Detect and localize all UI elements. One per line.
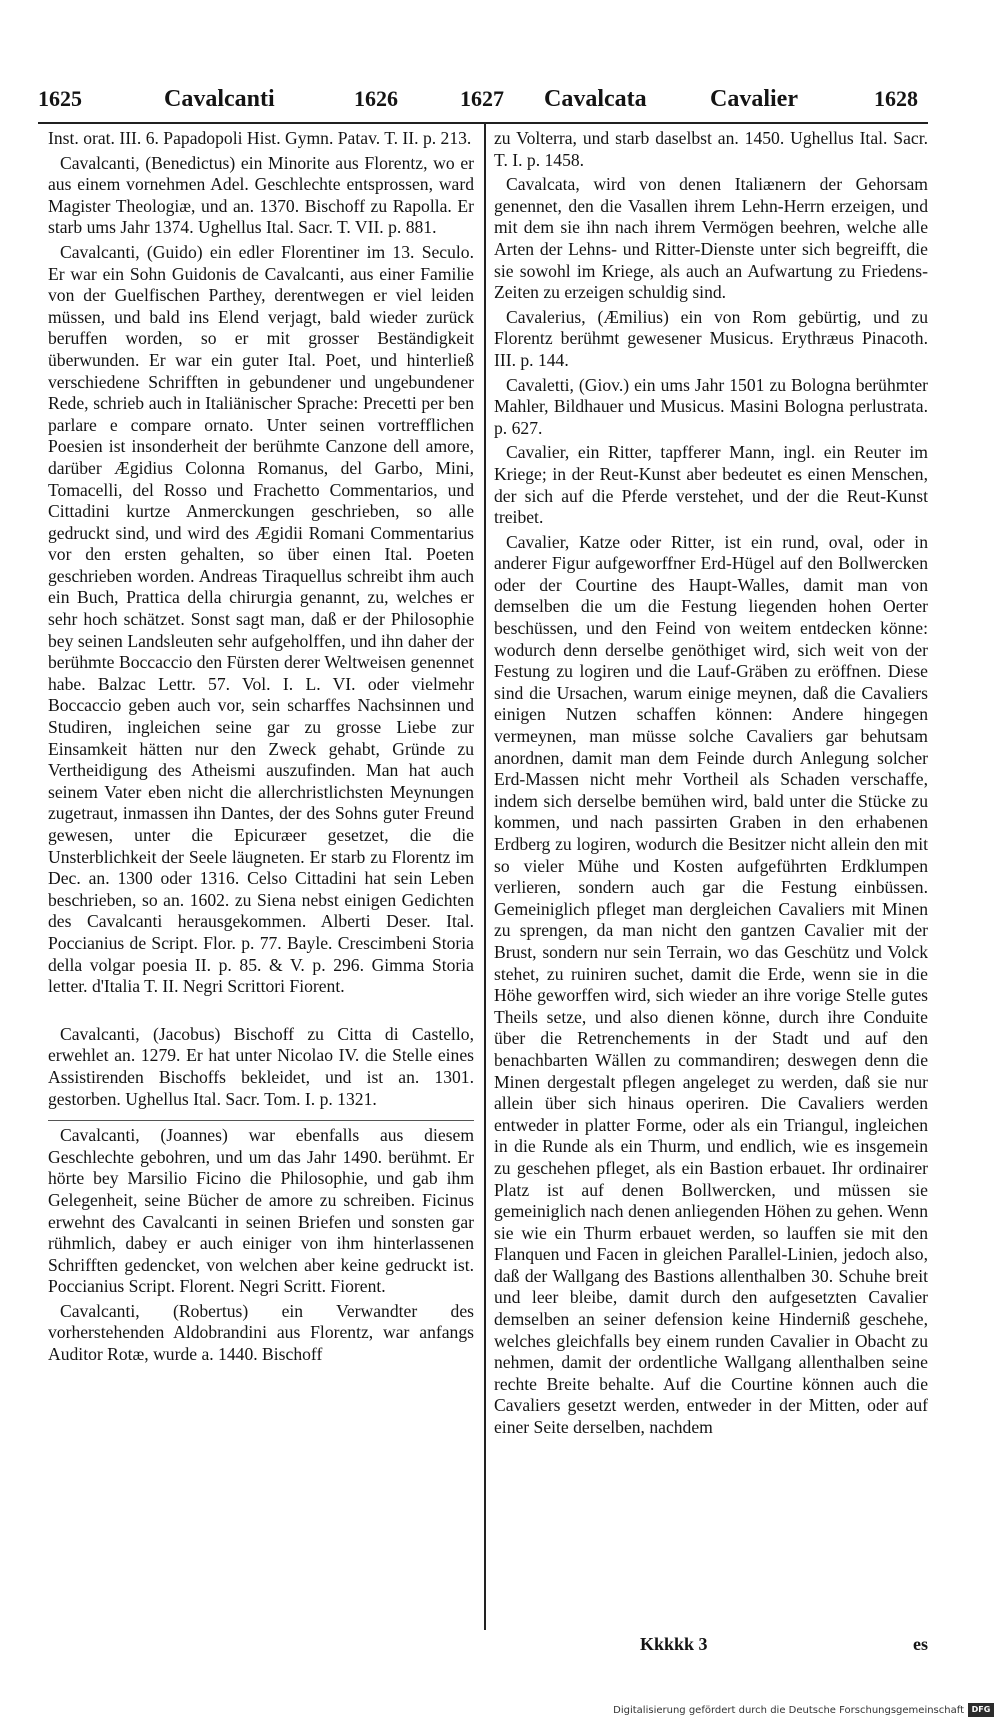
entry-cavalier-fortification: Cavalier, Katze oder Ritter, ist ein rund, oval, oder in anderer Figur aufgeworffner Erd-Hügel auf den Bollwercken oder der Courtine des Haupt-Walles, damit man von demselben die um die Festung liegenden hohen Oerter beschüssen, und den Feind von weitem entdecken könne: wodurch denn derselbe genöthiget wird, sich weit von der Festung zu logiren und die Lauf-Gräben zu eröffnen. Diese sind die Ursachen, warum einige meynen, daß die Cavaliers einigen Nutzen schaffen können: Andere hingegen vermeynen, man müsse solche Cavaliers gar behutsam anordnen, damit man dem Feinde durch Anlegung solcher Erd-Massen nicht mehr Vortheil als Schaden verschaffe, indem sich derselbe bemühen wird, bald unter die Stücke zu kommen, und nach passirten Graben in den erhabenen Erdberg zu logiren, wodurch die Besitzer nicht allein den mit so vieler Mühe und Kosten aufgeführten Erdklumpen verlieren, sondern auch gar die Festung einbüssen. Gemeiniglich pfleget man dergleichen Cavaliers mit Minen zu sprengen, da man nicht den gantzen Cavalier mit der Brust, sondern nur sein Terrain, wo das Geschütz und Volck stehet, zu ruiniren suchet, damit die Erde, wenn sie in die Höhe geworffen wird, sich wieder an ihre vorige Stelle gutes Theils setze, und also dienen könne, durch ihre Conduite über die Retrenchements in der Stadt und auf den benachbarten Wällen zu commandiren; deswegen denn die Minen dergestalt pflegen angeleget zu werden, daß sie nur allein über sich hinaus operiren. Die Cavaliers werden entweder in platter Forme, oder als ein Triangul, ingleichen in die Runde als ein Thurm, und endlich, wie es insgemein zu geschehen pfleget, als ein Bastion erbauet. Ihr ordinairer Platz ist auf denen Bollwercken, und müssen sie gemeiniglich nach denen anliegenden Höhen zu gehen. Wenn sie wie ein Thurm erbauet werden, so lauffen sie mit den Flanquen und Facen in gleichen Parallel-Linien, jedoch also, daß der Wallgang des Bastions allenthalben 30. Schuhe breit und leer bleibe, damit durch den aufgesetzten Cavalier demselben an seiner defension keine Hinderniß geschehe, welches gleichfalls bey einem runden Cavalier in Obacht zu nehmen, damit der ordentliche Wallgang allenthalben seine rechte Breite behalte. Auf die Courtine können auch die Cavaliers gesetzt werden, entweder in der Mitten, oder auf einer Seite derselben, nachdem — [494, 531, 928, 1438]
running-header — [38, 82, 928, 122]
header-title-cavalier: Cavalier — [710, 86, 798, 112]
dfg-logo: DFG — [968, 1703, 994, 1717]
entry-cavalcanti-jacobus: Cavalcanti, (Jacobus) Bischoff zu Citta di Castello, erwehlet an. 1279. Er hat unter Nicolao IV. die Stelle eines Assistirenden Bischoffs bekleidet, und ist an. 1301. gestorben. Ughellus Ital. Sacr. Tom. I. p. 1321. — [48, 1023, 474, 1109]
digitization-footer — [0, 1700, 1000, 1722]
entry-continuation-left: Inst. orat. III. 6. Papadopoli Hist. Gymn. Patav. T. II. p. 213. — [48, 128, 472, 148]
entry-cavalerius: Cavalerius, (Æmilius) ein von Rom gebürtig, und zu Florentz berühmt gewesener Musicus. Erythræus Pinacoth. III. p. 144. — [494, 306, 928, 370]
footer-credit-text: Digitalisierung gefördert durch die Deutsche Forschungsgemeinschaft — [613, 1705, 964, 1716]
header-title-left: Cavalcanti — [164, 86, 275, 112]
right-column — [494, 128, 928, 1439]
page-number-1626: 1626 — [354, 86, 398, 111]
entry-cavaletti: Cavaletti, (Giov.) ein ums Jahr 1501 zu Bologna berühmter Mahler, Bildhauer und Musicus. Masini Bologna perlustrata. p. 627. — [494, 374, 928, 438]
column-divider — [484, 122, 486, 1630]
page-number-1627: 1627 — [460, 86, 504, 111]
page-number-1628: 1628 — [874, 86, 918, 111]
page-number-1625: 1625 — [38, 86, 82, 111]
entry-cavalcanti-robertus: Cavalcanti, (Robertus) ein Verwandter des vorherstehenden Aldobrandini aus Florentz, war anfangs Auditor Rotæ, wurde a. 1440. Bischoff — [48, 1300, 474, 1365]
signature-mark: Kkkkk 3 — [640, 1634, 708, 1654]
entry-continuation-right: zu Volterra, und starb daselbst an. 1450. Ughellus Ital. Sacr. T. I. p. 1458. — [494, 128, 928, 170]
left-column — [48, 128, 474, 1366]
entry-cavalcata: Cavalcata, wird von denen Italiænern der Gehorsam genennet, den die Vasallen ihrem Lehn-Herrn erzeigen, und mit dem sie ihn nach ihrem Vermögen beehren, welche alle Arten der Lehns- und Ritter-Dienste unter sich begreifft, die sie sowohl im Kriege, als auch an Aufwartung zu Friedens-Zeiten zu erzeigen schuldig sind. — [494, 174, 928, 303]
header-title-cavalcata: Cavalcata — [544, 86, 647, 112]
entry-cavalcanti-guido: Cavalcanti, (Guido) ein edler Florentiner im 13. Seculo. Er war ein Sohn Guidonis de Cavalcanti, aus einer Familie von der Guelfischen Parthey, derentwegen er viel leiden müssen, und bald ins Elend verjagt, bald wieder zurück beruffen worden, so er mit grosser Beständigkeit überwunden. Er war ein guter Ital. Poet, und hinterließ verschiedene Schrifften in gebundener und ungebundener Rede, schrieb auch in Italiänischer Sprache: Precetti per ben parlare e compare ornato. Unter seinen vortrefflichen Poesien ist insonderheit der berühmte Canzone dell amore, darüber Ægidius Colonna Romanus, del Garbo, Mini, Tomacelli, del Rosso und Frachetto Commentarios, und Cittadini kurtze Anmerckungen geschrieben, so alle gedruckt sind, und wird des Ægidii Romani Commentarius vor den ersten gehalten, so über einen Ital. Poeten geschrieben worden. Andreas Tiraquellus schreibt ihm auch ein Buch, Prattica della chirurgia genannt, zu, welches er sehr hoch schätzet. Sonst sagt man, daß er der Philosophie bey seinen Landsleuten sehr aufgeholffen, und ihn daher der berühmte Boccaccio den Fürsten derer Weltweisen genennet habe. Balzac Lettr. 57. Vol. I. L. VI. oder vielmehr Boccaccio geben auch vor, sein scharffes Nachsinnen und Studiren, ingleichen seine gar zu grosse Liebe zur Einsamkeit hätten nur den Zweck gehabt, Gründe zu Vertheidigung des Atheismi auszufinden. Man hat auch seinem Vater eben nicht die allerchristlichsten Meynungen zugetraut, inmassen ihn Dantes, der des Sohns guter Freund gewesen, unter die Epicuræer gesetzet, die die Unsterblichkeit der Seele läugneten. Er starb zu Florentz im Dec. an. 1300 oder 1316. Celso Cittadini hat sein Leben beschrieben, so an. 1602. zu Siena nebst einigen Gedichten des Cavalcanti herausgekommen. Alberti Deser. Ital. Poccianius de Script. Flor. p. 77. Bayle. Crescimbeni Storia della volgar poesia II. p. 85. & V. p. 296. Gimma Storia letter. d'Italia T. II. Negri Scrittori Fiorent. — [48, 241, 474, 997]
entry-cavalier-ritter: Cavalier, ein Ritter, tapfferer Mann, ingl. ein Reuter im Kriege; in der Reut-Kunst aber bedeutet es einen Menschen, der sich auf die Pferde verstehet, und der die Reut-Kunst treibet. — [494, 442, 928, 528]
catchword: es — [913, 1634, 928, 1654]
entry-cavalcanti-joannes: Cavalcanti, (Joannes) war ebenfalls aus diesem Geschlechte gebohren, und um das Jahr 1490. berühmt. Er hörte bey Marsilio Ficino die Philosophie, und gab ihm Gelegenheit, seine Bücher de amore zu schreiben. Ficinus erwehnt des Cavalcanti in seinen Briefen und sonsten gar rühmlich, dabey er auch einiger von ihm hinterlassenen Schrifften gedencket, von welchen aber keine gedruckt ist. Poccianius Script. Florent. Negri Scritt. Fiorent. — [48, 1120, 474, 1298]
entry-cavalcanti-benedictus: Cavalcanti, (Benedictus) ein Minorite aus Florentz, wo er aus einem vornehmen Adel. Geschlechte entsprossen, ward Magister Theologiæ, und an. 1370. Bischoff zu Rapolla. Er starb ums Jahr 1374. Ughellus Ital. Sacr. T. VII. p. 881. — [48, 152, 474, 238]
header-rule — [38, 122, 928, 124]
